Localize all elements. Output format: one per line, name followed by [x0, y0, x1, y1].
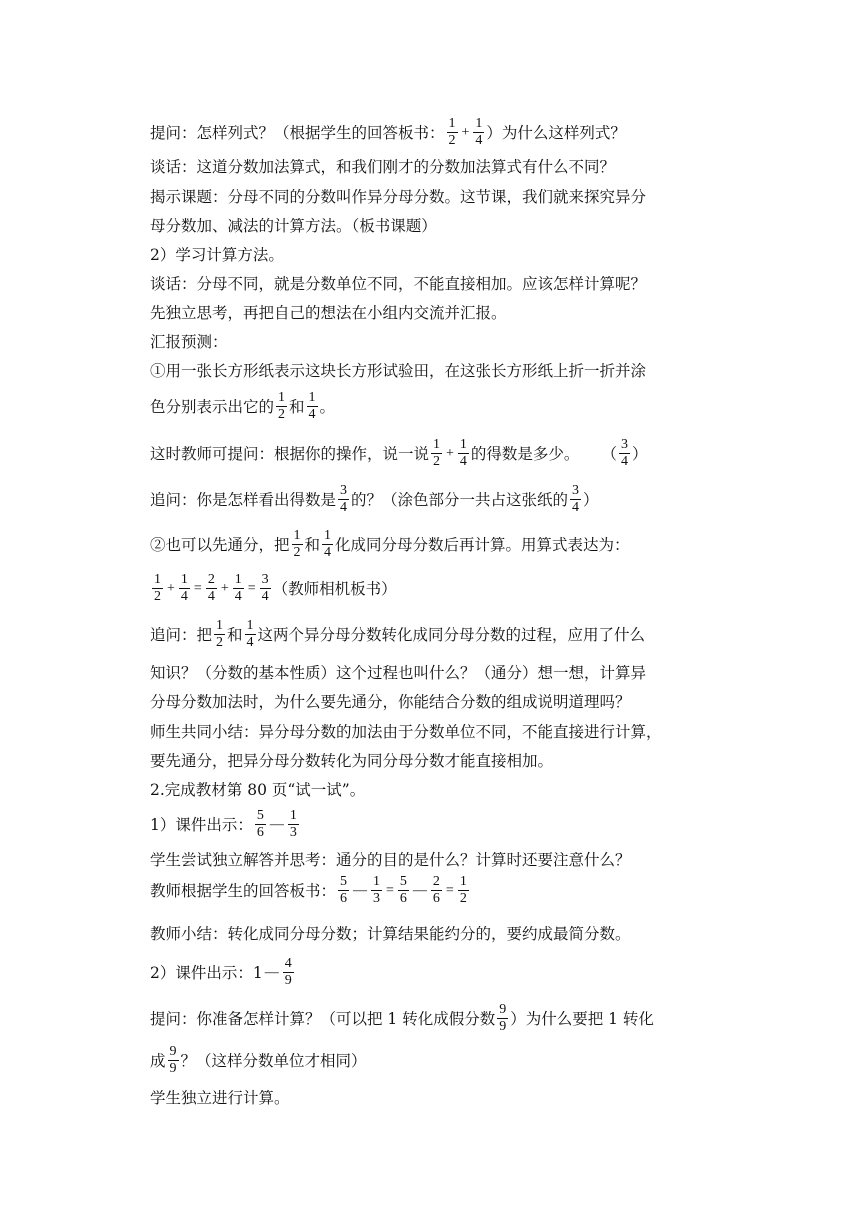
text-line: 先独立思考，再把自己的想法在小组内交流并汇报。 [150, 304, 507, 322]
fraction: $\frac{1}{4}$ [180, 572, 188, 604]
fraction: $\frac{1}{4}$ [308, 390, 316, 422]
fraction: $\frac{1}{4}$ [324, 528, 332, 560]
text-line: 这时教师可提问：根据你的操作，说一说 $\frac{1}{2}$ + $\frac{1}{4}$ 的得数是多少。 （ $\frac{3}{4}$ ） [150, 437, 648, 469]
fraction: $\frac{3}{4}$ [261, 572, 269, 604]
text-line: 1）课件出示： $\frac{5}{6}$ — $\frac{1}{3}$ [150, 808, 297, 840]
fraction: $\frac{3}{4}$ [620, 437, 628, 469]
text-line: 知识？（分数的基本性质）这个过程也叫什么？（通分）想一想，计算异 [150, 664, 647, 682]
text-line: 教师根据学生的回答板书： $\frac{5}{6}$ — $\frac{1}{3}$ = $\frac{5}{6}$ — $\frac{2}{6}$ = $\frac{1}{2}$ [150, 874, 467, 906]
fraction: $\frac{9}{9}$ [169, 1044, 177, 1076]
text-line: 成 $\frac{9}{9}$ ？（这样分数单位才相同） [150, 1044, 367, 1076]
fraction: $\frac{1}{2}$ [278, 390, 286, 422]
text-line: 追问：你是怎样看出得数是 $\frac{3}{4}$ 的？（涂色部分一共占这张纸的 $\frac{3}{4}$ ） [150, 483, 599, 515]
fraction: $\frac{1}{4}$ [475, 116, 483, 148]
text-line: 2.完成教材第 80 页“试一试”。 [150, 781, 366, 799]
text-line: 母分数加、减法的计算方法。（板书课题） [150, 217, 437, 235]
text-line: 提问：你准备怎样计算？（可以把 1 转化成假分数 $\frac{9}{9}$ ）为什么要把 1 转化 [150, 1002, 654, 1034]
text-line: 2）学习计算方法。 [150, 246, 284, 264]
text-line: 教师小结：转化成同分母分数；计算结果能约分的，要约成最简分数。 [150, 925, 631, 943]
text-line: ②也可以先通分，把 $\frac{1}{2}$ 和 $\frac{1}{4}$ 化成同分母分数后再计算。用算式表达为： [150, 528, 630, 560]
text-line: 学生独立进行计算。 [150, 1089, 290, 1107]
fraction: $\frac{1}{2}$ [154, 572, 161, 604]
text-line: 要先通分，把异分母分数转化为同分母分数才能直接相加。 [150, 752, 554, 770]
fraction: $\frac{1}{2}$ [448, 116, 456, 148]
fraction: $\frac{4}{9}$ [284, 956, 292, 988]
text-line: 汇报预测： [150, 333, 228, 351]
fraction: $\frac{1}{3}$ [289, 808, 297, 840]
fraction: $\frac{1}{2}$ [216, 618, 224, 650]
fraction: $\frac{1}{4}$ [246, 618, 254, 650]
fraction: $\frac{3}{4}$ [340, 483, 348, 515]
text-line: 师生共同小结：异分母分数的加法由于分数单位不同，不能直接进行计算， [150, 723, 662, 741]
text-line: 揭示课题：分母不同的分数叫作异分母分数。这节课，我们就来探究异分 [150, 188, 647, 206]
text-line: ①用一张长方形纸表示这块长方形试验田，在这张长方形纸上折一折并涂 [150, 362, 647, 380]
text-line: 学生尝试独立解答并思考：通分的目的是什么？计算时还要注意什么？ [150, 851, 631, 869]
fraction: $\frac{2}{6}$ [432, 874, 440, 906]
fraction: $\frac{1}{2}$ [293, 528, 301, 560]
fraction: $\frac{1}{2}$ [459, 874, 467, 906]
fraction: $\frac{2}{4}$ [207, 572, 215, 604]
fraction: $\frac{3}{4}$ [572, 483, 580, 515]
fraction: $\frac{1}{4}$ [459, 437, 467, 469]
text-line: 色分别表示出它的 $\frac{1}{2}$ 和 $\frac{1}{4}$ 。 [150, 390, 336, 422]
fraction: $\frac{5}{6}$ [399, 874, 407, 906]
text-line: 谈话：这道分数加法算式，和我们刚才的分数加法算式有什么不同？ [150, 158, 616, 176]
text-line: 分母分数加法时，为什么要先通分，你能结合分数的组成说明道理吗？ [150, 693, 631, 711]
fraction: $\frac{1}{4}$ [234, 572, 242, 604]
text-line: 2）课件出示：1 — $\frac{4}{9}$ [150, 956, 292, 988]
text-line: 追问：把 $\frac{1}{2}$ 和 $\frac{1}{4}$ 这两个异分母分数转化成同分母分数的过程，应用了什么 [150, 618, 646, 650]
text-line: 谈话：分母不同，就是分数单位不同，不能直接相加。应该怎样计算呢？ [150, 275, 647, 293]
equation-line: $\frac{1}{2}$ + $\frac{1}{4}$ = $\frac{2}{4}$ + $\frac{1}{4}$ = $\frac{3}{4}$ （教师相机板书） [154, 572, 397, 604]
fraction: $\frac{1}{2}$ [433, 437, 441, 469]
fraction: $\frac{5}{6}$ [256, 808, 264, 840]
fraction: $\frac{1}{3}$ [373, 874, 381, 906]
text-line: 提问：怎样列式？（根据学生的回答板书： $\frac{1}{2}$ + $\frac{1}{4}$ ）为什么这样列式？ [150, 116, 626, 148]
fraction: $\frac{5}{6}$ [340, 874, 348, 906]
fraction: $\frac{9}{9}$ [499, 1002, 507, 1034]
